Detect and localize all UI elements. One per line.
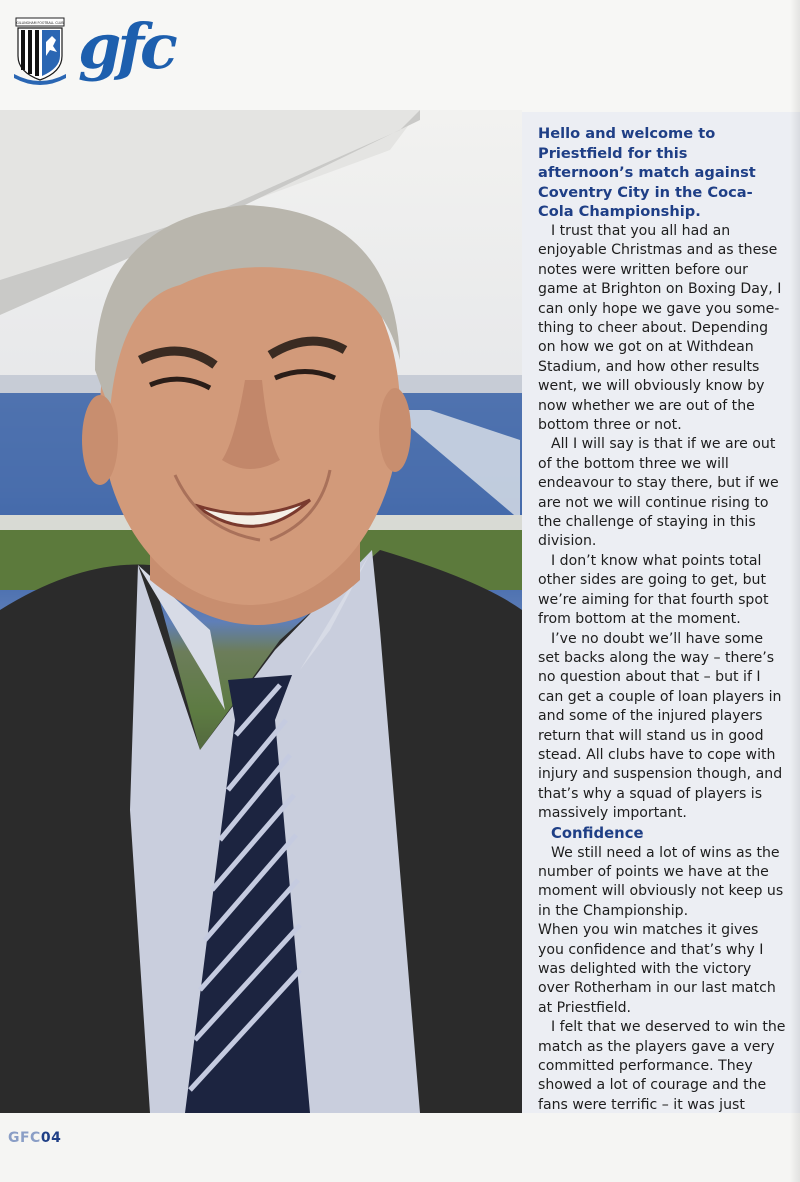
article-paragraph: I felt that we deserved to win the match as the players gave a very committed performance. They showed a lot of courage and the fans were terrific – it was just bbox=[538, 1019, 786, 1113]
portrait-illustration bbox=[0, 110, 522, 1113]
folio-number: 04 bbox=[40, 1130, 62, 1146]
article-intro: Hello and welcome to Priestfield for this afternoon’s match against Coventry City in the Coca-Cola Championship. bbox=[538, 125, 756, 221]
gfc-logo bbox=[78, 18, 188, 84]
svg-text:GILLINGHAM FOOTBALL CLUB: GILLINGHAM FOOTBALL CLUB bbox=[16, 21, 64, 25]
svg-text:gfc: gfc bbox=[78, 18, 174, 83]
article-paragraph: We still need a lot of wins as the number of points we have at the moment will obviously not keep us in the Championship. bbox=[538, 844, 784, 919]
article bbox=[538, 124, 786, 1115]
page-edge-shadow bbox=[790, 0, 800, 1182]
article-subheading: Confidence bbox=[551, 824, 644, 842]
page-header bbox=[0, 0, 800, 110]
article-paragraph: I’ve no doubt we’ll have some set backs along the way – there’s no question about that – but if I can get a couple of loan players in and some of the injured players return that will stand us in good stead. All clubs have to cope with injury and suspension though, and that’s why a squad of players is massively important. bbox=[538, 630, 783, 822]
page-number bbox=[8, 1130, 61, 1146]
article-paragraph: All I will say is that if we are out of the bottom three we will endeavour to stay there, but if we are not we will continue rising to the challenge of staying in this division. bbox=[538, 436, 779, 550]
folio-prefix: GFC bbox=[8, 1130, 41, 1146]
manager-photo bbox=[0, 110, 522, 1113]
article-paragraph: When you win matches it gives you confidence and that’s why I was delighted with the victory over Rotherham in our last match at Priestfield. bbox=[538, 922, 776, 1016]
club-crest-icon bbox=[12, 16, 68, 86]
article-paragraph: I trust that you all had an enjoyable Christmas and as these notes were written before our game at Brighton on Boxing Day, I can only hope we gave you some-thing to cheer about. Depending on how we got on at Withdean Stadium, and how other results went, we will obviously know by now whether we are out of the bottom three or not. bbox=[538, 222, 782, 434]
article-paragraph: I don’t know what points total other sides are going to get, but we’re aiming for that fourth spot from bottom at the moment. bbox=[538, 552, 769, 628]
page-footer bbox=[0, 1113, 800, 1182]
